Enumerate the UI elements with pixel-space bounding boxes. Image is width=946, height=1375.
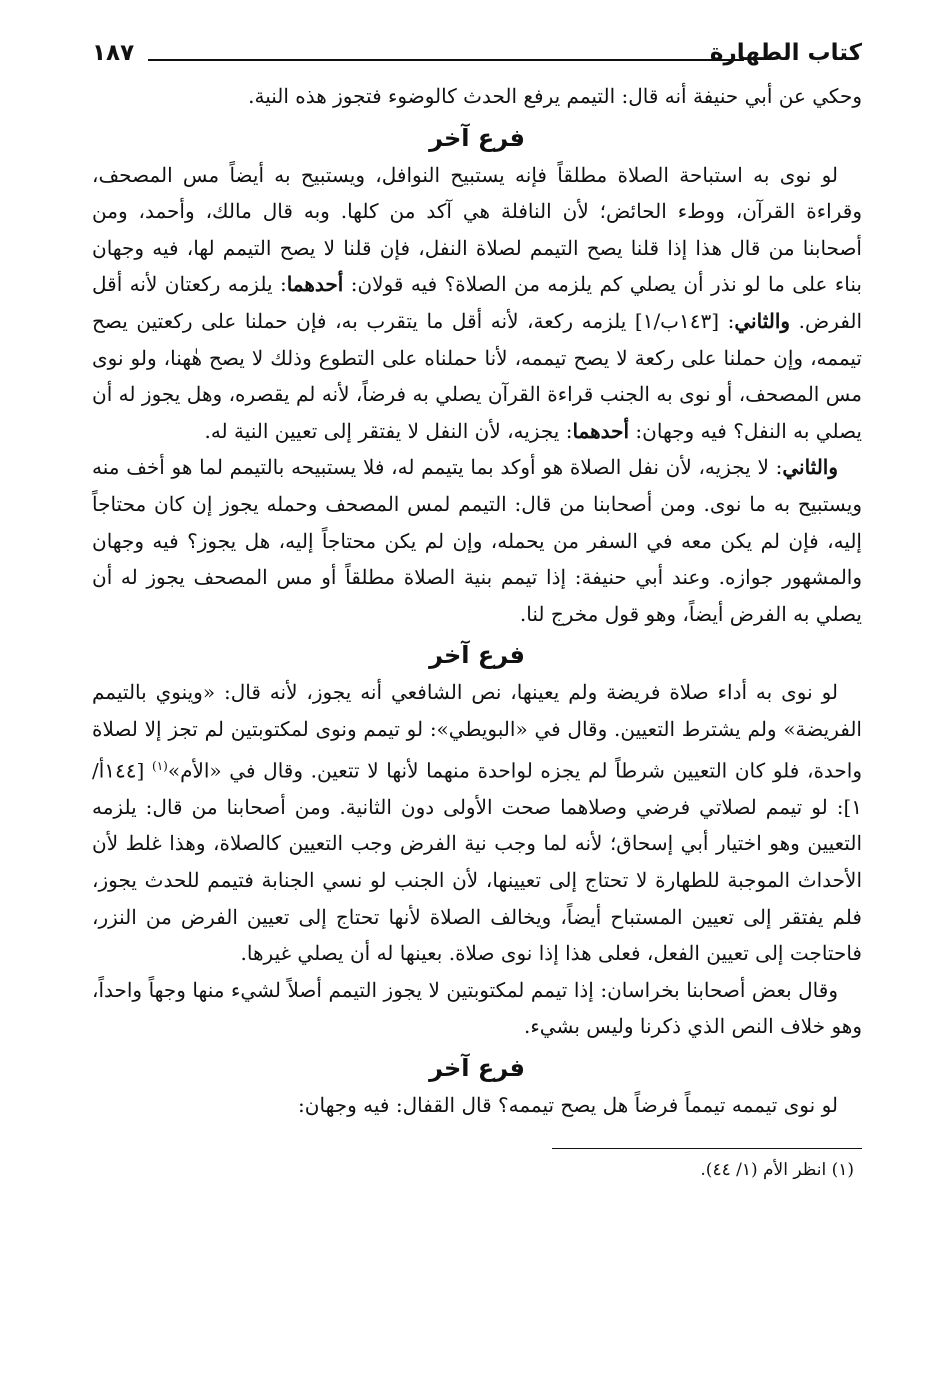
text-run: وحكي عن أبي حنيفة أنه قال: التيمم يرفع الحدث كالوضوء فتجوز هذه النية. [248,84,862,108]
section-heading: فرع آخر [429,123,525,152]
paragraph [92,674,862,971]
bold-term: أحدهما [286,272,344,297]
text-run: : يجزيه، لأن النفل لا يفتقر إلى تعيين النية له. [204,418,573,443]
manuscript-folio-ref: [١٤٣ب/١] [634,308,720,333]
text-run: لو نوى تيممه تيمماً فرضاً هل يصح تيممه؟ قال القفال: فيه وجهان: [298,1092,838,1117]
text-run: : لا يجزيه، لأن نفل الصلاة هو أوكد بما يتيمم له، فلا يستبيحه بالتيمم لما هو أخف منه ويستبيح به ما نوى. ومن أصحابنا من قال: التيمم لمس المصحف وحمله يجوز إن كان محتاجاً إليه، فإن لم يكن معه في السفر من يحمله، وإن لم يكن محتاجاً إليه، هل يجوز؟ فيه وجهان والمشهور جوازه. وعند أبي حنيفة: إذا تيمم بنية الصلاة مطلقاً أو مس المصحف يجوز له أن يصلي به الفرض أيضاً، وهو قول مخرج لنا. [92,455,862,626]
footnote-text: انظر الأم (١/ ٤٤). [700,1159,827,1180]
text-run: لو نوى به أداء صلاة فريضة ولم يعينها، نص الشافعي أنه يجوز، لأنه قال: «وينوي بالتيمم الفريضة» ولم يشترط التعيين. وقال في «البويطي»: لو تيمم ونوى لمكتوبتين لم تجز إلا لصلاة واحدة، فلو كان التعيين شرطاً لم يجزه لواحدة منهما لأنها لا تتعين. وقال في «الأم» [92,680,862,783]
footnote-marker: (١) [831,1159,854,1180]
paragraph [92,972,862,1045]
text-run: : [719,308,735,333]
footnote-reference: (١) [152,758,168,773]
running-head [92,38,862,78]
book-page [92,38,862,1185]
section-heading: فرع آخر [429,1053,525,1082]
section-heading: فرع آخر [429,641,525,670]
paragraph [92,1087,862,1124]
bold-term: والثاني [782,455,839,480]
header-rule [148,59,744,61]
footnote-rule [552,1148,862,1149]
page-body [92,78,862,1124]
text-run: يلزمه ركعة، لأنه أقل ما يتقرب به، فإن حملنا على ركعتين يصح تيممه، وإن حملنا على ركعة لا يصح تيممه، لأنا حملناه على التطوع وذلك لا يصح هٰهنا، ولو نوى مس المصحف، أو نوى به الجنب قراءة القرآن يصلي به فرضاً، لأنه لم يقصره، وهل يجوز له أن يصلي به النفل؟ فيه وجهان: [92,308,862,443]
manuscript-folio-ref: [١٤٤أ/١] [92,758,862,819]
text-run: وقال بعض أصحابنا بخراسان: إذا تيمم لمكتوبتين لا يجوز التيمم أصلاً لشيء منها وجهاً واحداً، وهو خلاف النص الذي ذكرنا وليس بشيء. [92,977,862,1039]
paragraph [92,78,862,115]
text-run [144,758,152,782]
page-number: ١٨٧ [92,40,135,66]
text-run: : لو تيمم لصلاتي فرضي وصلاهما صحت الأولى دون الثانية. ومن أصحابنا من قال: يلزمه التعيين وهو اختيار أبي إسحاق؛ لأنه لما وجب نية الفرض وجب التعيين كالصلاة، وهذا غلط لأن الأحداث الموجبة للطهارة لا تحتاج إلى تعيينها، لأن الجنب لو نسي الجنابة فتيمم للحدث يجوز، فلم يفتقر إلى تعيين المستباح أيضاً، ويخالف الصلاة لأنها تحتاج إلى تعيين الفرض من النزر، فاحتاجت إلى تعيين الفعل، فعلى هذا إذا نوى صلاة. بعينها له أن يصلي غيرها. [92,794,862,966]
footnote [92,1155,854,1185]
paragraph [92,449,862,632]
bold-term: أحدهما [572,418,630,443]
text-run: : يلزمه ركعتان لأنه أقل الفرض. [92,272,862,333]
bold-term: والثاني [734,308,791,333]
paragraph [92,157,862,450]
book-title: كتاب الطهارة [709,40,862,66]
text-run: لو نوى به استباحة الصلاة مطلقاً فإنه يستبيح النوافل، ويستبيح به أيضاً مس المصحف، وقراءة القرآن، ووطء الحائض؛ لأن النافلة هي آكد من كلها. وبه قال مالك، وأحمد، ومن أصحابنا من قال هذا إذا قلنا يصح التيمم لصلاة النفل، فإن قلنا لا يصح التيمم لها، فيه وجهان بناء على ما لو نذر أن يصلي كم يلزمه من الصلاة؟ فيه قولان: [92,162,862,297]
